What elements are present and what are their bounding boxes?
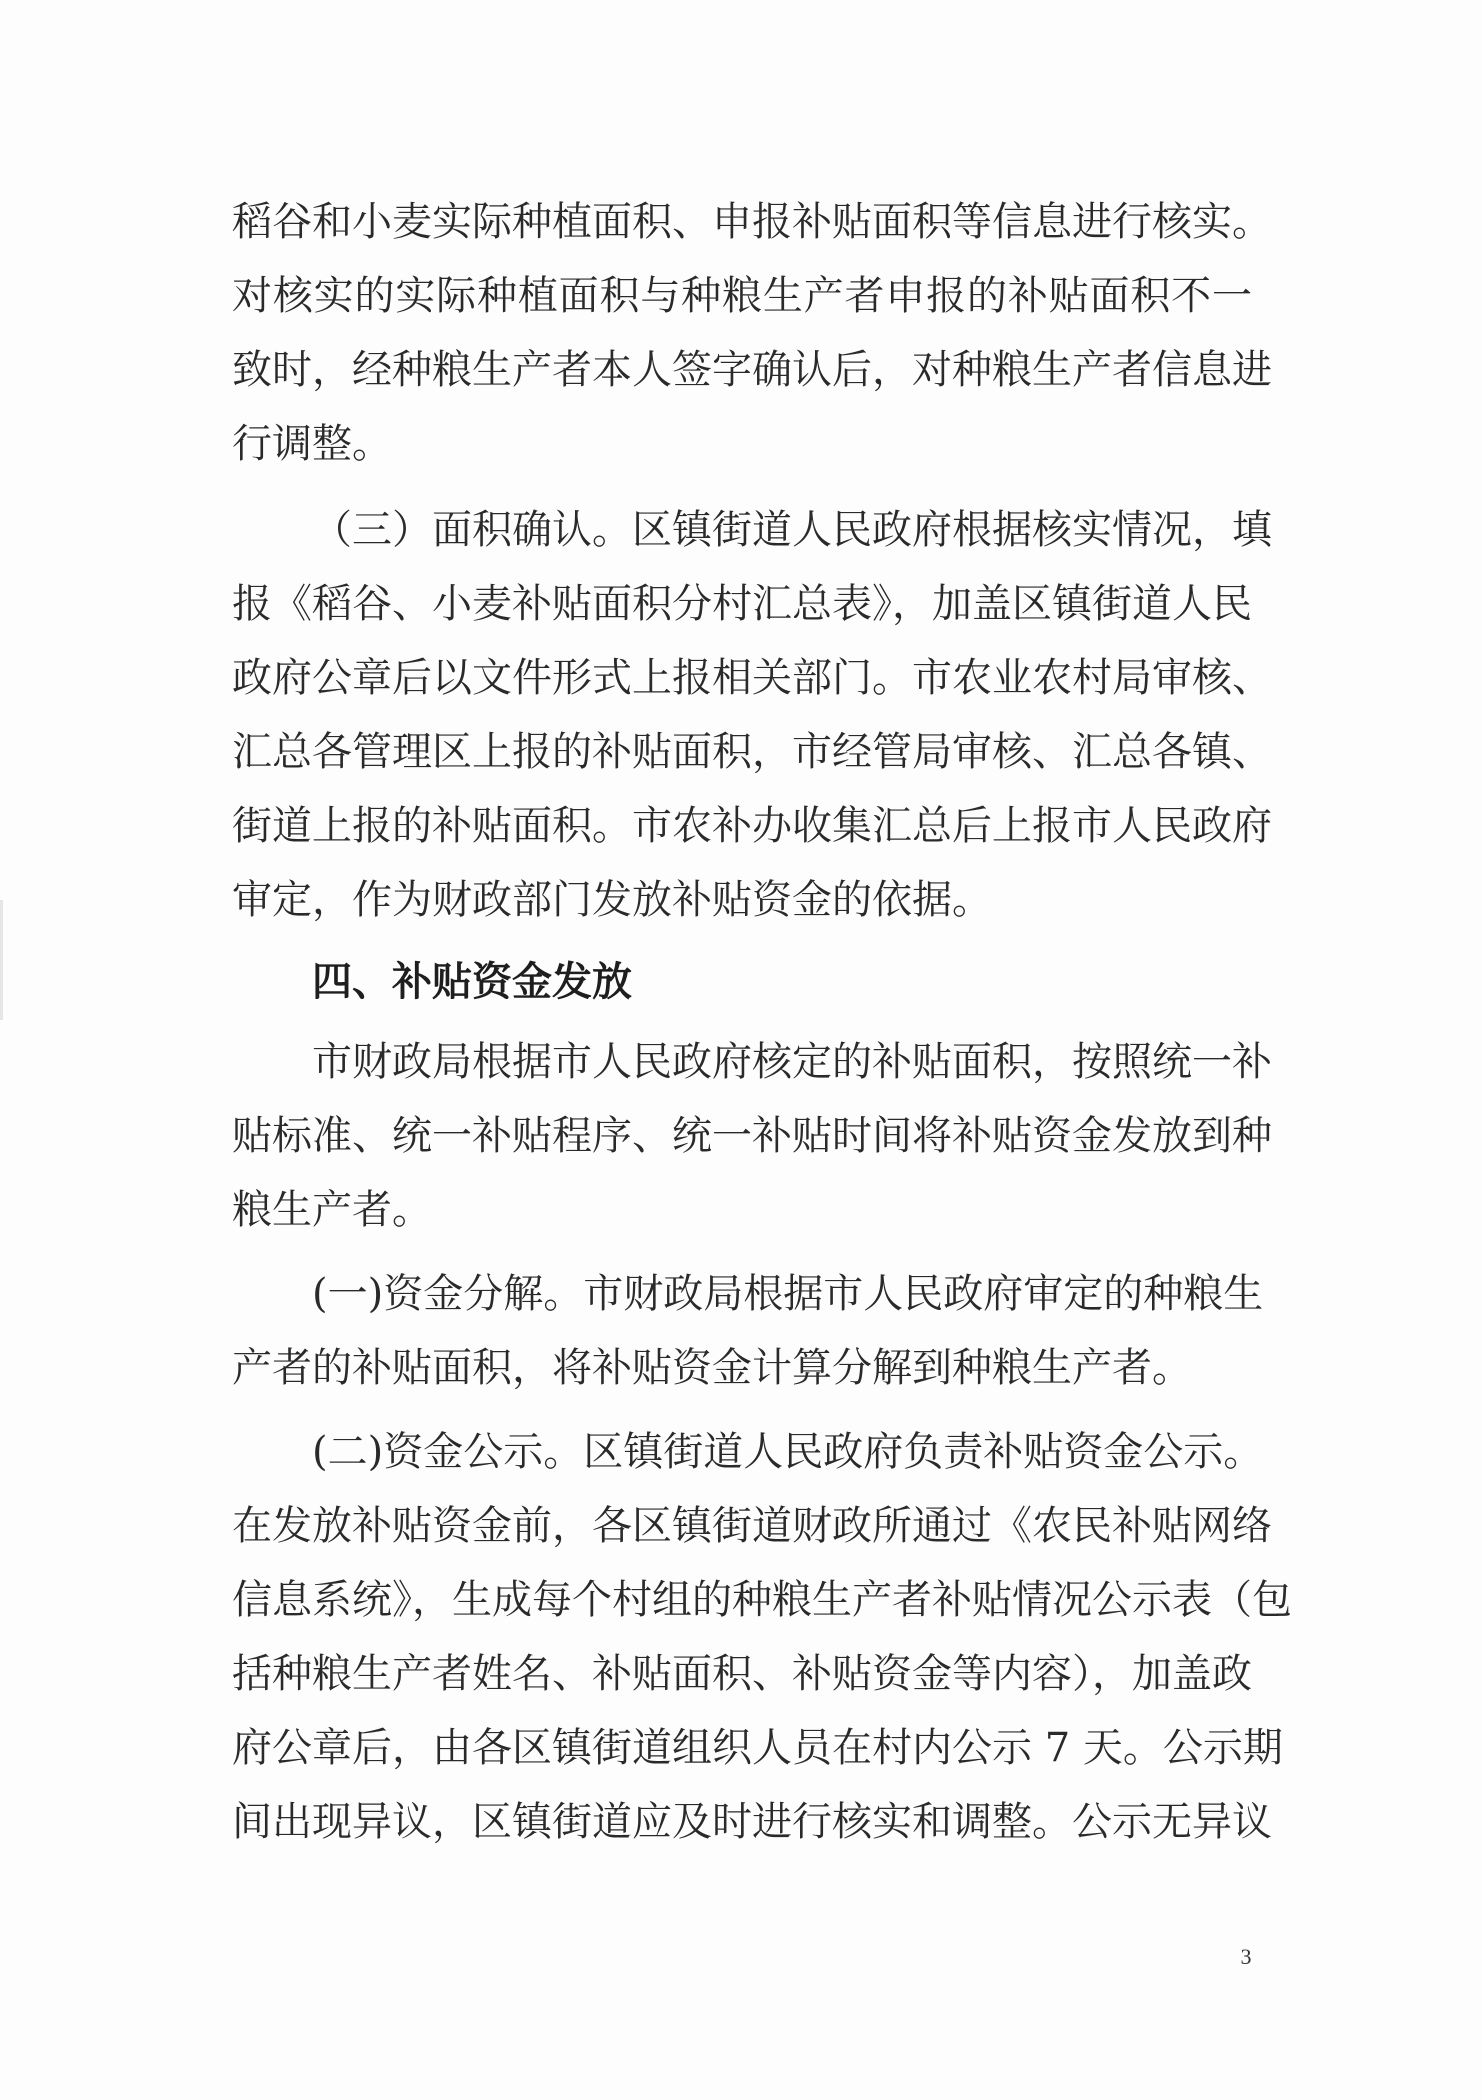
body-line-6: 报《稻谷、小麦补贴面积分村汇总表》，加盖区镇街道人民	[232, 581, 1252, 627]
body-line-2: 对核实的实际种植面积与种粮生产者申报的补贴面积不一	[232, 273, 1252, 319]
body-line-8: 汇总各管理区上报的补贴面积，市经管局审核、汇总各镇、	[232, 729, 1272, 775]
page-number: 3	[1240, 1944, 1252, 1969]
body-line-17: 在发放补贴资金前，各区镇街道财政所通过《农民补贴网络	[232, 1503, 1272, 1549]
body-line-13: 粮生产者。	[232, 1187, 432, 1233]
body-line-3: 致时，经种粮生产者本人签字确认后，对种粮生产者信息进	[232, 347, 1272, 393]
body-line-4: 行调整。	[232, 421, 392, 467]
body-line-1: 稻谷和小麦实际种植面积、申报补贴面积等信息进行核实。	[232, 199, 1272, 245]
body-line-9: 街道上报的补贴面积。市农补办收集汇总后上报市人民政府	[232, 803, 1272, 849]
body-line-18: 信息系统》，生成每个村组的种粮生产者补贴情况公示表（包	[232, 1577, 1292, 1623]
body-line-20: 府公章后，由各区镇街道组织人员在村内公示 7 天。公示期	[232, 1725, 1283, 1771]
body-line-10: 审定，作为财政部门发放补贴资金的依据。	[232, 877, 992, 923]
body-line-19: 括种粮生产者姓名、补贴面积、补贴资金等内容），加盖政	[232, 1651, 1252, 1697]
body-line-12: 贴标准、统一补贴程序、统一补贴时间将补贴资金发放到种	[232, 1113, 1272, 1159]
section-heading: 四、补贴资金发放	[312, 959, 632, 1005]
body-line-21: 间出现异议，区镇街道应及时进行核实和调整。公示无异议	[232, 1799, 1272, 1845]
scan-edge-shadow	[0, 900, 3, 1020]
body-line-14: (一)资金分解。市财政局根据市人民政府审定的种粮生	[312, 1271, 1264, 1317]
body-line-5: （三）面积确认。区镇街道人民政府根据核实情况，填	[312, 507, 1272, 553]
body-line-15: 产者的补贴面积，将补贴资金计算分解到种粮生产者。	[232, 1345, 1192, 1391]
body-line-11: 市财政局根据市人民政府核定的补贴面积，按照统一补	[312, 1039, 1272, 1085]
body-line-16: (二)资金公示。区镇街道人民政府负责补贴资金公示。	[312, 1429, 1264, 1475]
body-line-7: 政府公章后以文件形式上报相关部门。市农业农村局审核、	[232, 655, 1272, 701]
